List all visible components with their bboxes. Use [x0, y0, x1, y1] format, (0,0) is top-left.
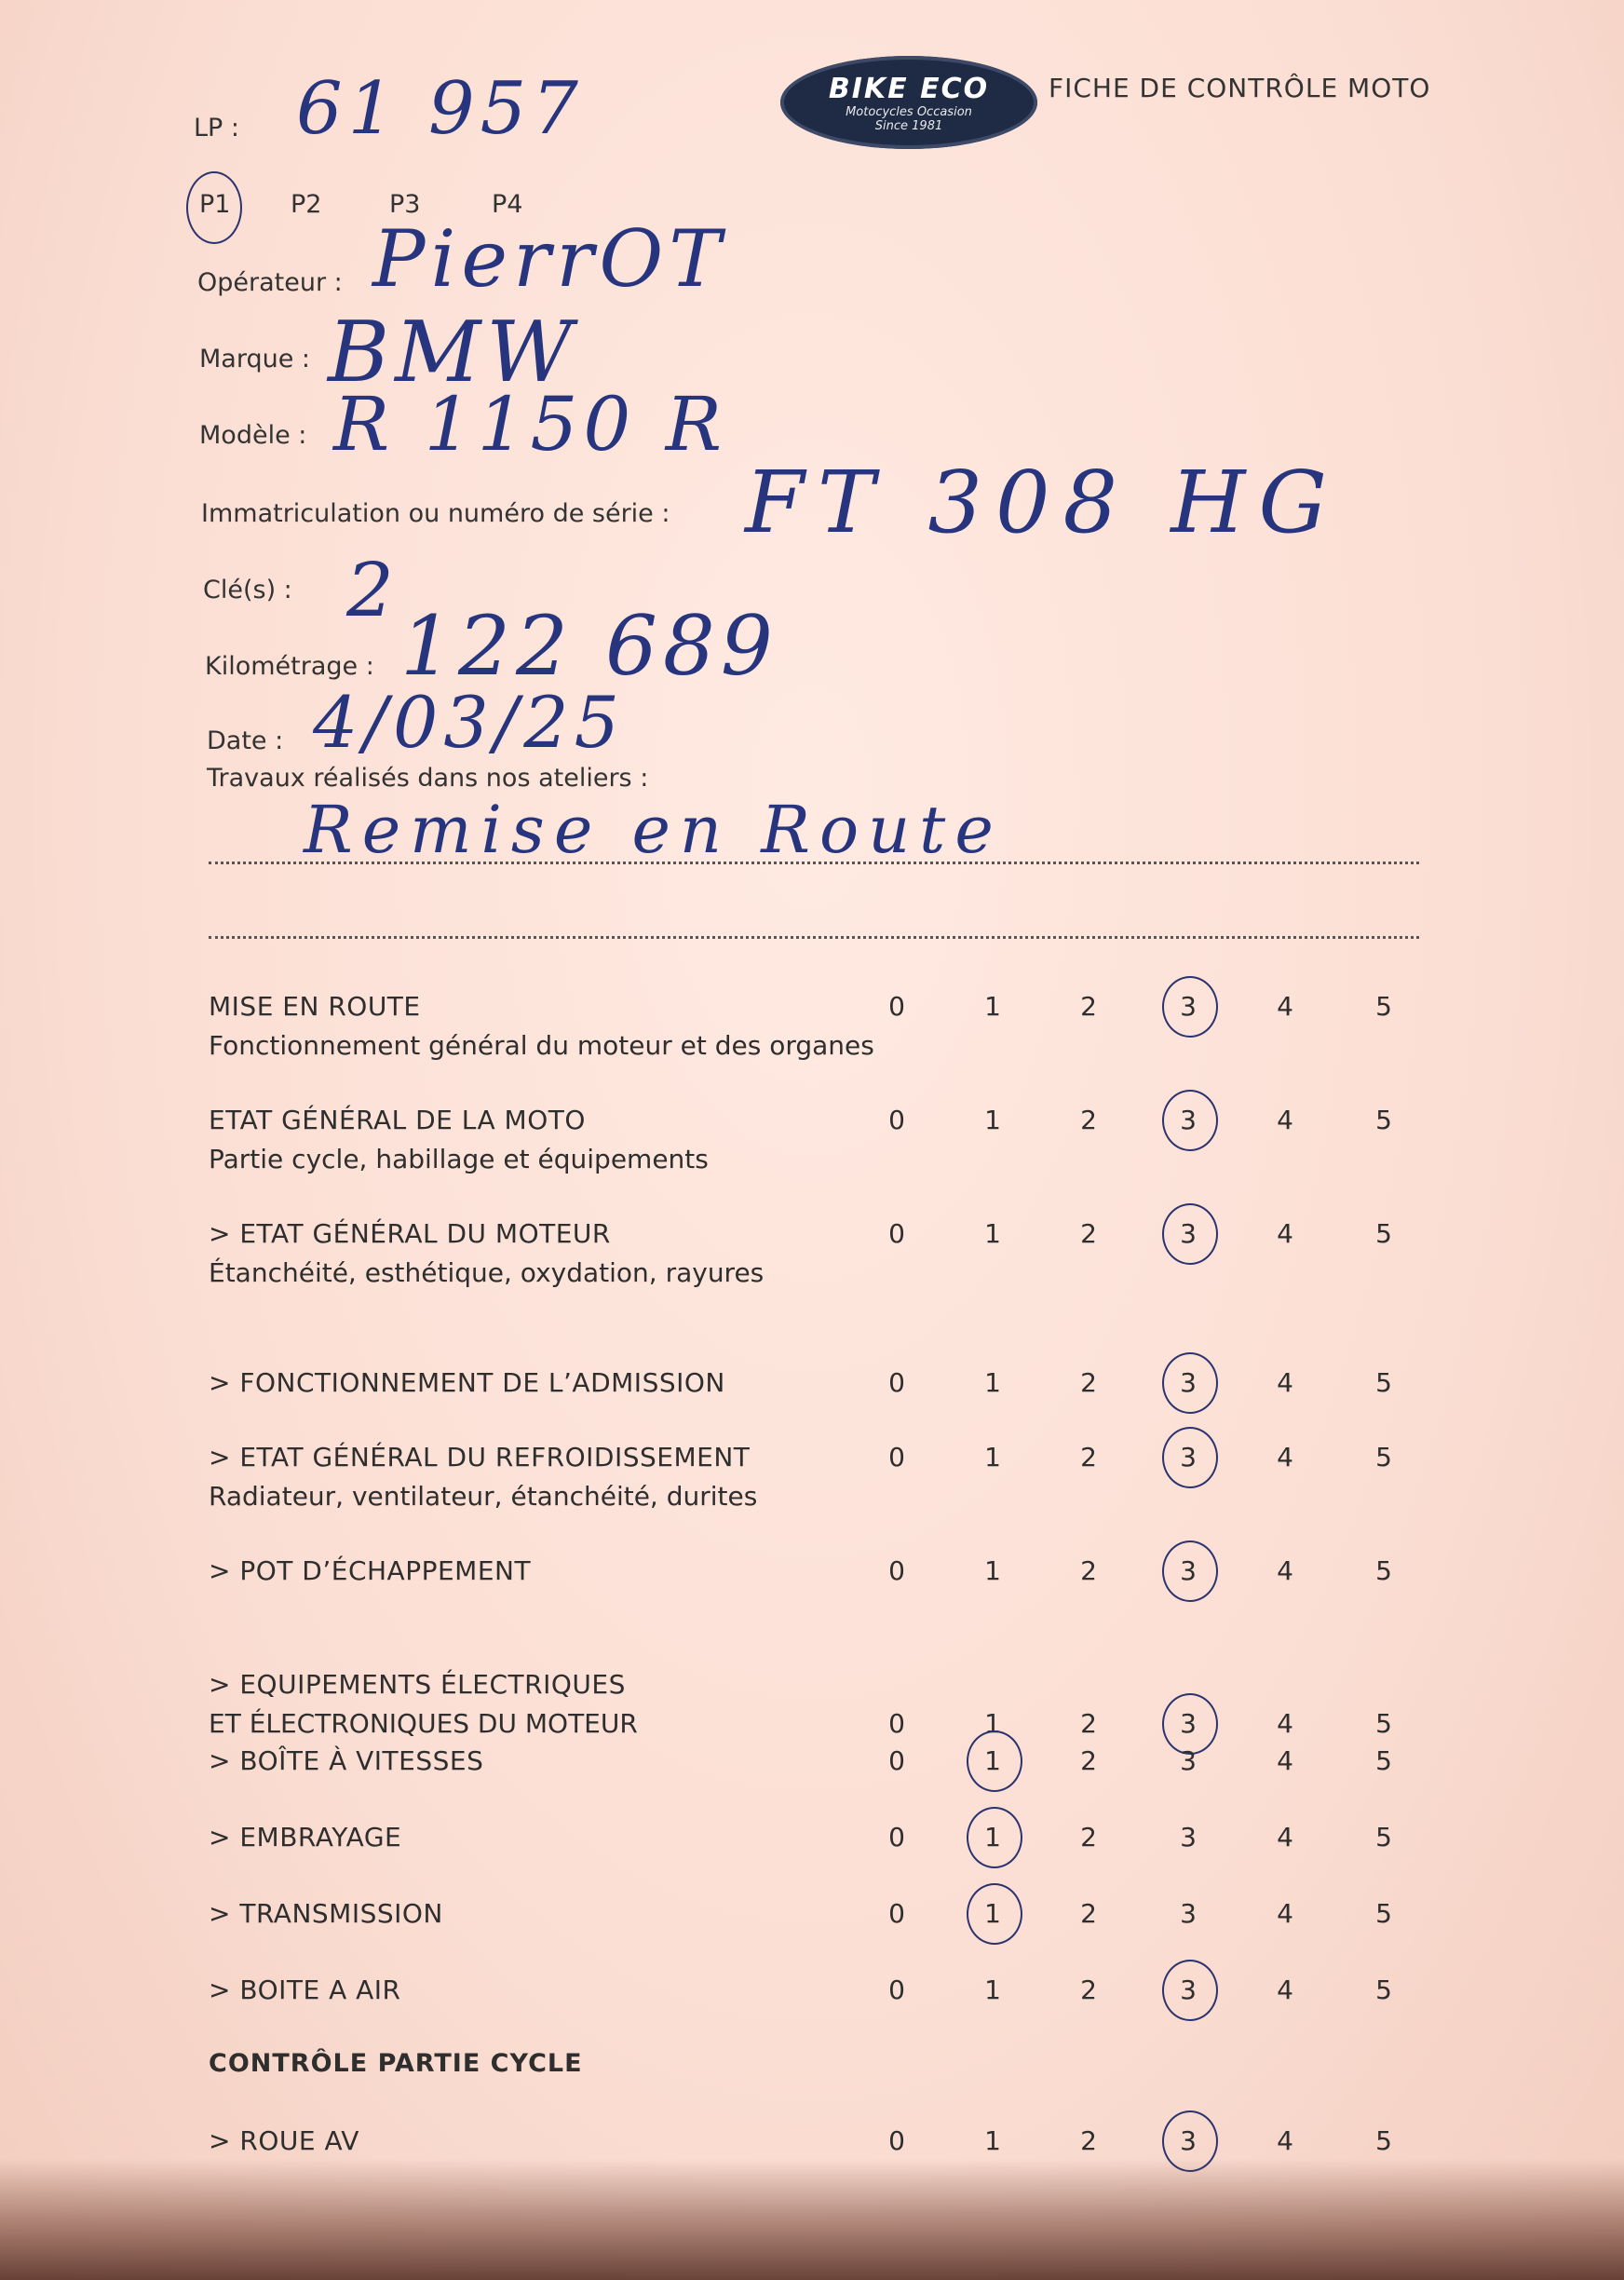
date-value: 4/03/25 — [313, 681, 625, 764]
position-selected-circle — [186, 171, 242, 244]
check-row-title: MISE EN ROUTE — [209, 991, 421, 1022]
check-row-score-3[interactable]: 3 — [1180, 1367, 1197, 1398]
check-row-score-0[interactable]: 0 — [888, 1975, 905, 2005]
cycle-row-score-3[interactable]: 3 — [1180, 2125, 1197, 2156]
check-row-title: > EMBRAYAGE — [209, 1822, 402, 1852]
works-label: Travaux réalisés dans nos ateliers : — [207, 764, 649, 793]
logo-subtitle: Motocycles Occasion — [846, 104, 972, 119]
check-row-score-4[interactable]: 4 — [1277, 1898, 1293, 1929]
cycle-row-title: > ROUE AV — [209, 2125, 359, 2156]
check-row-score-3[interactable]: 3 — [1180, 1745, 1197, 1776]
check-row-score-5[interactable]: 5 — [1375, 991, 1392, 1022]
check-row-title: > POT D’ÉCHAPPEMENT — [209, 1555, 532, 1586]
check-row-score-5[interactable]: 5 — [1375, 1898, 1392, 1929]
check-row-selected-circle — [1162, 1540, 1218, 1602]
check-row-score-3[interactable]: 3 — [1180, 1105, 1197, 1135]
works-dotted-line-2 — [209, 936, 1419, 939]
check-row-score-1[interactable]: 1 — [984, 1745, 1001, 1776]
check-row-title: > TRANSMISSION — [209, 1898, 443, 1929]
check-row-score-3[interactable]: 3 — [1180, 1975, 1197, 2005]
check-row-score-1[interactable]: 1 — [984, 1367, 1001, 1398]
operator-value: PierrOT — [372, 213, 727, 305]
check-row-subtitle: Partie cycle, habillage et équipements — [209, 1144, 709, 1174]
check-row-score-5[interactable]: 5 — [1375, 1105, 1392, 1135]
check-row-selected-circle — [967, 1883, 1022, 1945]
brand-value: BMW — [328, 304, 578, 401]
cycle-row-score-0[interactable]: 0 — [888, 2125, 905, 2156]
check-row-score-4[interactable]: 4 — [1277, 1708, 1293, 1739]
check-row-score-3[interactable]: 3 — [1180, 1708, 1197, 1739]
check-row-score-2[interactable]: 2 — [1080, 1745, 1097, 1776]
photo-shadow — [0, 2159, 1624, 2280]
section-cycle-title: CONTRÔLE PARTIE CYCLE — [209, 2049, 583, 2078]
check-row-score-0[interactable]: 0 — [888, 1898, 905, 1929]
check-row-score-1[interactable]: 1 — [984, 1555, 1001, 1586]
check-row-subtitle: Fonctionnement général du moteur et des organes — [209, 1030, 874, 1061]
position-p1[interactable]: P1 — [199, 190, 231, 219]
check-row-score-1[interactable]: 1 — [984, 991, 1001, 1022]
date-label: Date : — [207, 726, 284, 755]
check-row-score-3[interactable]: 3 — [1180, 991, 1197, 1022]
check-row-score-4[interactable]: 4 — [1277, 1218, 1293, 1249]
check-row-score-1[interactable]: 1 — [984, 1898, 1001, 1929]
check-row-score-1[interactable]: 1 — [984, 1442, 1001, 1472]
check-row-score-4[interactable]: 4 — [1277, 1822, 1293, 1852]
check-row-score-5[interactable]: 5 — [1375, 1745, 1392, 1776]
cycle-row-score-4[interactable]: 4 — [1277, 2125, 1293, 2156]
check-row-score-0[interactable]: 0 — [888, 1708, 905, 1739]
check-row-title: > ETAT GÉNÉRAL DU MOTEUR — [209, 1218, 611, 1249]
check-row-selected-circle — [1162, 976, 1218, 1038]
mileage-label: Kilométrage : — [205, 652, 374, 681]
check-row-score-1[interactable]: 1 — [984, 1975, 1001, 2005]
check-row-score-3[interactable]: 3 — [1180, 1218, 1197, 1249]
cycle-row-score-5[interactable]: 5 — [1375, 2125, 1392, 2156]
check-row-score-0[interactable]: 0 — [888, 1367, 905, 1398]
check-row-score-0[interactable]: 0 — [888, 1745, 905, 1776]
check-row-score-0[interactable]: 0 — [888, 1555, 905, 1586]
brand-label: Marque : — [199, 345, 311, 373]
cycle-row-score-2[interactable]: 2 — [1080, 2125, 1097, 2156]
check-row-score-3[interactable]: 3 — [1180, 1442, 1197, 1472]
check-row-subtitle: Étanchéité, esthétique, oxydation, rayures — [209, 1257, 765, 1288]
model-label: Modèle : — [199, 421, 307, 450]
check-row-score-1[interactable]: 1 — [984, 1822, 1001, 1852]
check-row-score-1[interactable]: 1 — [984, 1218, 1001, 1249]
check-row-score-4[interactable]: 4 — [1277, 1745, 1293, 1776]
check-row-score-1[interactable]: 1 — [984, 1708, 1001, 1739]
check-row-score-0[interactable]: 0 — [888, 1218, 905, 1249]
registration-value: FT 308 HG — [745, 453, 1341, 552]
check-row-title: ETAT GÉNÉRAL DE LA MOTO — [209, 1105, 586, 1135]
check-row-score-4[interactable]: 4 — [1277, 1975, 1293, 2005]
check-row-score-2[interactable]: 2 — [1080, 991, 1097, 1022]
check-row-selected-circle — [1162, 1352, 1218, 1414]
check-row-score-2[interactable]: 2 — [1080, 1822, 1097, 1852]
check-row-title: > ETAT GÉNÉRAL DU REFROIDISSEMENT — [209, 1442, 751, 1472]
check-row-score-3[interactable]: 3 — [1180, 1898, 1197, 1929]
bike-eco-logo — [780, 56, 1037, 149]
check-row-score-1[interactable]: 1 — [984, 1105, 1001, 1135]
check-row-score-4[interactable]: 4 — [1277, 1555, 1293, 1586]
check-row-selected-circle — [967, 1807, 1022, 1868]
check-row-score-4[interactable]: 4 — [1277, 1442, 1293, 1472]
model-value: R 1150 R — [333, 381, 727, 468]
check-row-score-5[interactable]: 5 — [1375, 1708, 1392, 1739]
check-row-score-2[interactable]: 2 — [1080, 1105, 1097, 1135]
position-p2[interactable]: P2 — [291, 190, 322, 219]
keys-value: 2 — [346, 547, 399, 633]
cycle-row-score-1[interactable]: 1 — [984, 2125, 1001, 2156]
check-row-score-5[interactable]: 5 — [1375, 1218, 1392, 1249]
check-row-title: > FONCTIONNEMENT DE L’ADMISSION — [209, 1367, 725, 1398]
check-row-score-5[interactable]: 5 — [1375, 1555, 1392, 1586]
check-row-score-2[interactable]: 2 — [1080, 1218, 1097, 1249]
lp-value: 61 957 — [296, 67, 584, 151]
check-row-score-2[interactable]: 2 — [1080, 1975, 1097, 2005]
check-row-score-5[interactable]: 5 — [1375, 1442, 1392, 1472]
check-row-selected-circle — [1162, 1203, 1218, 1265]
check-row-score-4[interactable]: 4 — [1277, 1105, 1293, 1135]
check-row-score-3[interactable]: 3 — [1180, 1555, 1197, 1586]
check-row-selected-circle — [967, 1730, 1022, 1792]
registration-label: Immatriculation ou numéro de série : — [201, 499, 670, 528]
check-row-title: > EQUIPEMENTS ÉLECTRIQUES — [209, 1669, 626, 1700]
position-p4[interactable]: P4 — [492, 190, 523, 219]
check-row-score-5[interactable]: 5 — [1375, 1367, 1392, 1398]
mileage-value: 122 689 — [400, 598, 778, 694]
logo-brand: BIKE ECO — [828, 72, 990, 105]
works-value: Remise en Route — [304, 792, 1003, 868]
check-row-subtitle: ET ÉLECTRONIQUES DU MOTEUR — [209, 1708, 638, 1739]
lp-label: LP : — [194, 114, 240, 142]
check-row-selected-circle — [1162, 1960, 1218, 2021]
check-row-score-2[interactable]: 2 — [1080, 1555, 1097, 1586]
check-row-score-0[interactable]: 0 — [888, 991, 905, 1022]
position-p3[interactable]: P3 — [389, 190, 421, 219]
check-row-title: > BOITE A AIR — [209, 1975, 401, 2005]
keys-label: Clé(s) : — [203, 576, 292, 604]
check-row-score-5[interactable]: 5 — [1375, 1822, 1392, 1852]
check-row-score-2[interactable]: 2 — [1080, 1898, 1097, 1929]
check-row-selected-circle — [1162, 1090, 1218, 1151]
logo-since: Since 1981 — [874, 118, 943, 133]
check-row-score-2[interactable]: 2 — [1080, 1442, 1097, 1472]
check-row-score-3[interactable]: 3 — [1180, 1822, 1197, 1852]
check-row-selected-circle — [1162, 1427, 1218, 1488]
operator-label: Opérateur : — [197, 268, 343, 297]
check-row-score-0[interactable]: 0 — [888, 1442, 905, 1472]
check-row-score-2[interactable]: 2 — [1080, 1367, 1097, 1398]
check-row-score-2[interactable]: 2 — [1080, 1708, 1097, 1739]
check-row-score-4[interactable]: 4 — [1277, 991, 1293, 1022]
check-row-title: > BOÎTE À VITESSES — [209, 1745, 484, 1776]
check-row-subtitle: Radiateur, ventilateur, étanchéité, durites — [209, 1481, 758, 1512]
check-row-score-0[interactable]: 0 — [888, 1822, 905, 1852]
check-row-score-4[interactable]: 4 — [1277, 1367, 1293, 1398]
check-row-score-0[interactable]: 0 — [888, 1105, 905, 1135]
form-title: FICHE DE CONTRÔLE MOTO — [1049, 73, 1431, 103]
check-row-score-5[interactable]: 5 — [1375, 1975, 1392, 2005]
works-dotted-line-1 — [209, 862, 1419, 864]
